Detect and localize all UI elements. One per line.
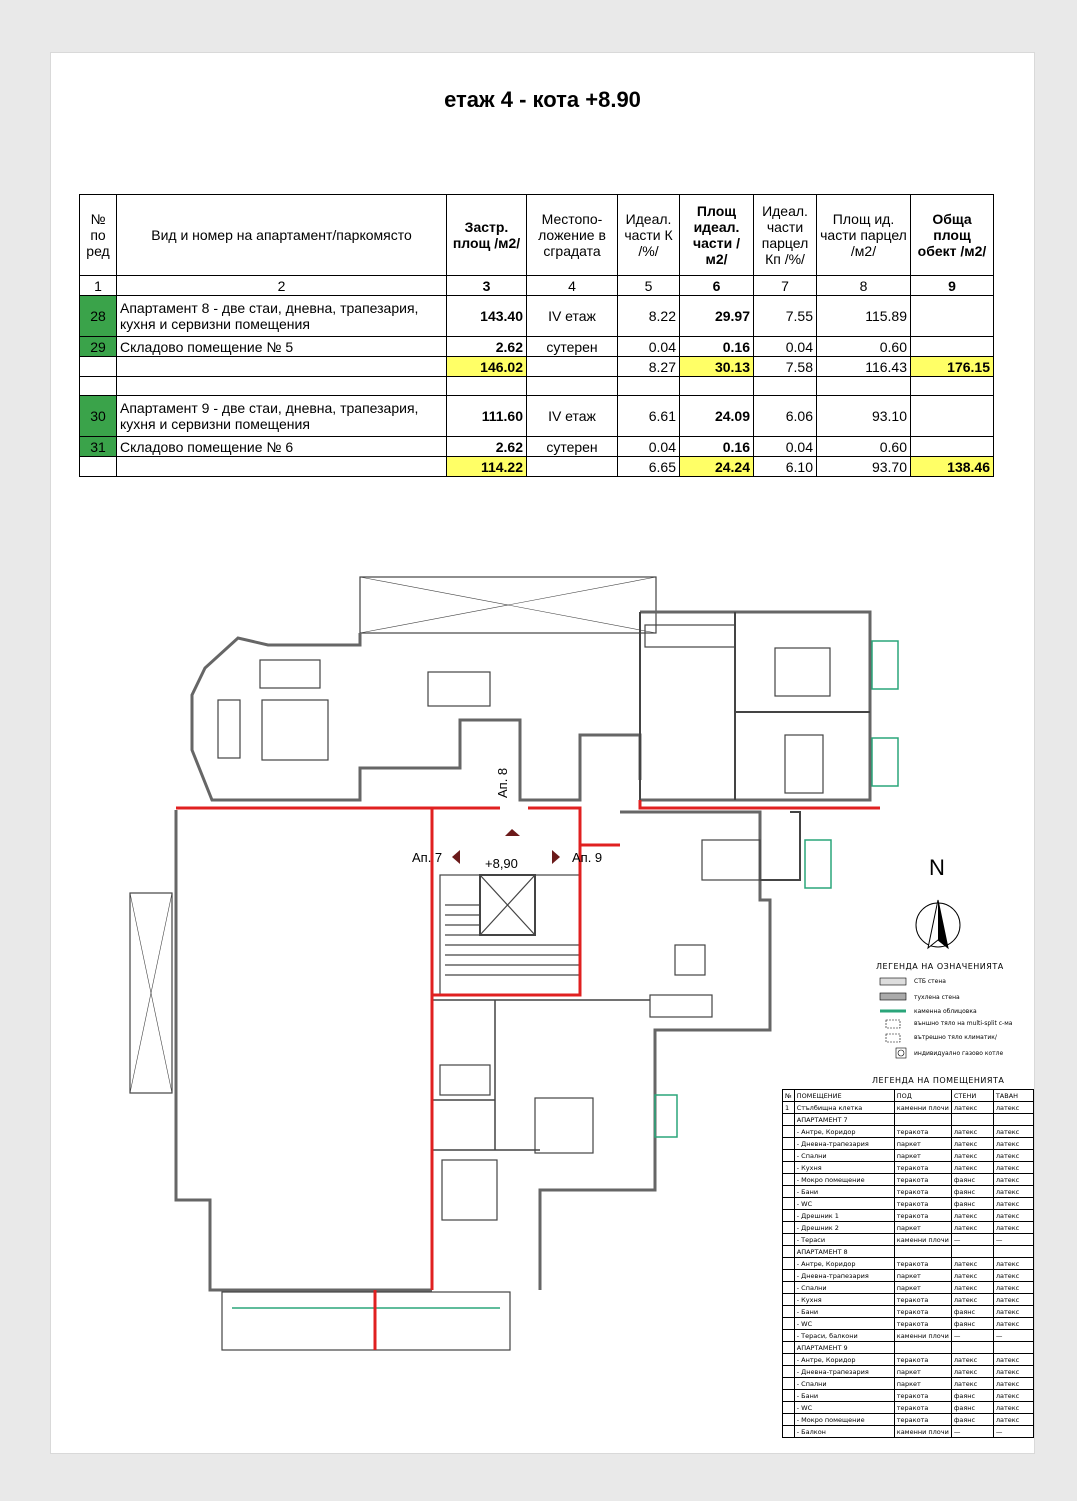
legend-cell (993, 1114, 1033, 1126)
row-area: 2.62 (447, 437, 527, 457)
legend-cell: - Спални (794, 1378, 894, 1390)
legend-cell: латекс (951, 1282, 993, 1294)
legend-cell (783, 1174, 795, 1186)
legend-item: външно тяло на multi-split с-ма (914, 1020, 1013, 1027)
legend-cell: латекс (993, 1138, 1033, 1150)
legend-cell: теракота (894, 1318, 951, 1330)
page-title: етаж 4 - кота +8.90 (444, 87, 641, 112)
legend-row (783, 1330, 1034, 1342)
legend-cell (894, 1246, 951, 1258)
legend-cell: - Бани (794, 1390, 894, 1402)
legend-cell (783, 1114, 795, 1126)
legend-cell: фаянс (951, 1390, 993, 1402)
legend-cell: латекс (993, 1306, 1033, 1318)
row-ideal-area: 24.09 (680, 396, 754, 437)
legend-row (783, 1174, 1034, 1186)
legend-cell: фаянс (951, 1414, 993, 1426)
header-cell: Площ ид. части парцел /м2/ (817, 195, 911, 276)
legend-cell: каменни плочи (894, 1330, 951, 1342)
legend-cell: теракота (894, 1258, 951, 1270)
legend-cell: 1 (783, 1102, 795, 1114)
legend-cell: латекс (993, 1414, 1033, 1426)
col-number: 5 (618, 276, 680, 296)
legend-cell: - Кухня (794, 1162, 894, 1174)
col-number: 6 (680, 276, 754, 296)
row-name: Складово помещение № 6 (117, 437, 447, 457)
header-cell: Площ идеал. части /м2/ (680, 195, 754, 276)
col-number: 4 (527, 276, 618, 296)
legend-cell: - Антре, Коридор (794, 1354, 894, 1366)
legend-cell (783, 1270, 795, 1282)
legend-cell (951, 1342, 993, 1354)
legend-cell (783, 1294, 795, 1306)
row-area: 143.40 (447, 296, 527, 337)
row-ideal-area: 29.97 (680, 296, 754, 337)
row-number: 28 (80, 296, 117, 337)
legend-item: вътрешно тяло климатик/ (914, 1034, 997, 1041)
row-name: Апартамент 8 - две стаи, дневна, трапезария, кухня и сервизни помещения (117, 296, 447, 337)
sum-area: 146.02 (447, 357, 527, 377)
row-location: сутерен (527, 437, 618, 457)
sum-plot-area: 116.43 (817, 357, 911, 377)
legend-cell: латекс (993, 1126, 1033, 1138)
legend-cell: — (951, 1234, 993, 1246)
legend-cell: латекс (993, 1174, 1033, 1186)
legend-cell: - Кухня (794, 1294, 894, 1306)
sum-kp: 6.10 (754, 457, 817, 477)
legend-cell: латекс (993, 1366, 1033, 1378)
legend-row (783, 1234, 1034, 1246)
sum-total: 138.46 (911, 457, 994, 477)
legend-rooms-title: ЛЕГЕНДА НА ПОМЕЩЕНИЯТА (872, 1076, 1005, 1085)
legend-cell (894, 1342, 951, 1354)
legend-cell: — (993, 1426, 1033, 1438)
legend-row (783, 1354, 1034, 1366)
plan-label-ap8: Ап. 8 (495, 767, 510, 798)
legend-cell (783, 1306, 795, 1318)
legend-cell: каменни плочи (894, 1234, 951, 1246)
legend-cell: — (951, 1330, 993, 1342)
legend-cell: латекс (951, 1258, 993, 1270)
legend-cell: латекс (993, 1162, 1033, 1174)
legend-row (783, 1282, 1034, 1294)
legend-cell: латекс (951, 1162, 993, 1174)
legend-cell: латекс (993, 1318, 1033, 1330)
legend-cell (783, 1138, 795, 1150)
legend-cell (783, 1186, 795, 1198)
legend-cell: АПАРТАМЕНТ 7 (794, 1114, 894, 1126)
col-number: 3 (447, 276, 527, 296)
legend-cell: паркет (894, 1282, 951, 1294)
legend-row (783, 1366, 1034, 1378)
legend-cell: фаянс (951, 1318, 993, 1330)
legend-header: ТАВАН (993, 1090, 1033, 1102)
legend-cell (783, 1390, 795, 1402)
legend-cell: латекс (993, 1210, 1033, 1222)
legend-cell: латекс (993, 1378, 1033, 1390)
legend-cell: латекс (951, 1102, 993, 1114)
legend-row (783, 1126, 1034, 1138)
legend-row (783, 1210, 1034, 1222)
row-k: 0.04 (618, 437, 680, 457)
header-cell: Обща площ обект /м2/ (911, 195, 994, 276)
row-name: Складово помещение № 5 (117, 337, 447, 357)
row-kp: 6.06 (754, 396, 817, 437)
legend-row (783, 1198, 1034, 1210)
col-number: 1 (80, 276, 117, 296)
legend-cell: фаянс (951, 1186, 993, 1198)
legend-cell (783, 1366, 795, 1378)
legend-item: каменна облицовка (914, 1008, 977, 1015)
legend-cell: латекс (993, 1294, 1033, 1306)
col-number: 7 (754, 276, 817, 296)
legend-header: СТЕНИ (951, 1090, 993, 1102)
legend-cell (993, 1246, 1033, 1258)
legend-swatches (880, 978, 906, 1058)
legend-cell: латекс (993, 1402, 1033, 1414)
sum-kp: 7.58 (754, 357, 817, 377)
legend-cell: латекс (951, 1150, 993, 1162)
legend-cell: - Дрешник 2 (794, 1222, 894, 1234)
legend-cell: латекс (993, 1222, 1033, 1234)
row-area: 111.60 (447, 396, 527, 437)
legend-cell: теракота (894, 1354, 951, 1366)
legend-cell: - Бани (794, 1186, 894, 1198)
header-cell: № по ред (80, 195, 117, 276)
legend-cell: — (993, 1234, 1033, 1246)
legend-row (783, 1318, 1034, 1330)
plan-level-label: +8,90 (485, 856, 518, 871)
legend-cell (783, 1234, 795, 1246)
legend-row (783, 1150, 1034, 1162)
legend-cell (951, 1114, 993, 1126)
row-plot-area: 0.60 (817, 437, 911, 457)
legend-cell: — (993, 1330, 1033, 1342)
legend-cell: - Дневна-трапезария (794, 1366, 894, 1378)
legend-cell (783, 1402, 795, 1414)
legend-cell: - Тераси, балкони (794, 1330, 894, 1342)
legend-row (783, 1378, 1034, 1390)
legend-row (783, 1258, 1034, 1270)
legend-cell: - Спални (794, 1150, 894, 1162)
legend-row (783, 1294, 1034, 1306)
legend-header: ПОМЕЩЕНИЕ (794, 1090, 894, 1102)
legend-cell: латекс (951, 1222, 993, 1234)
legend-cell: латекс (993, 1150, 1033, 1162)
legend-cell: паркет (894, 1150, 951, 1162)
legend-cell: фаянс (951, 1306, 993, 1318)
legend-header-row (783, 1090, 1034, 1102)
legend-cell: - Антре, Коридор (794, 1258, 894, 1270)
row-k: 8.22 (618, 296, 680, 337)
row-ideal-area: 0.16 (680, 337, 754, 357)
legend-cell (783, 1378, 795, 1390)
legend-item: индивидуално газово котле (914, 1050, 1004, 1057)
legend-cell (783, 1150, 795, 1162)
legend-cell: - WC (794, 1318, 894, 1330)
legend-cell: латекс (951, 1354, 993, 1366)
legend-rooms-table (782, 1089, 1034, 1438)
legend-cell: теракота (894, 1414, 951, 1426)
legend-cell: — (951, 1426, 993, 1438)
legend-cell: - Дрешник 1 (794, 1210, 894, 1222)
row-location: IV етаж (527, 296, 618, 337)
header-cell: Застр. площ /м2/ (447, 195, 527, 276)
sum-total: 176.15 (911, 357, 994, 377)
sum-k: 8.27 (618, 357, 680, 377)
row-name: Апартамент 9 - две стаи, дневна, трапезария, кухня и сервизни помещения (117, 396, 447, 437)
legend-cell: латекс (993, 1258, 1033, 1270)
legend-cell: латекс (951, 1126, 993, 1138)
legend-cell: каменни плочи (894, 1426, 951, 1438)
row-k: 6.61 (618, 396, 680, 437)
legend-cell: латекс (951, 1270, 993, 1282)
legend-cell: АПАРТАМЕНТ 8 (794, 1246, 894, 1258)
legend-row (783, 1114, 1034, 1126)
row-kp: 0.04 (754, 437, 817, 457)
legend-cell: паркет (894, 1270, 951, 1282)
legend-cell (783, 1354, 795, 1366)
legend-cell: - Мокро помещение (794, 1414, 894, 1426)
legend-cell (993, 1342, 1033, 1354)
north-arrow-icon (916, 900, 960, 948)
legend-cell (783, 1246, 795, 1258)
sum-ideal-area: 30.13 (680, 357, 754, 377)
legend-cell (783, 1222, 795, 1234)
legend-cell: Стълбищна клетка (794, 1102, 894, 1114)
legend-cell: - Дневна-трапезария (794, 1270, 894, 1282)
legend-cell: - Спални (794, 1282, 894, 1294)
legend-cell: паркет (894, 1366, 951, 1378)
legend-cell: теракота (894, 1390, 951, 1402)
legend-item: тухлена стена (914, 994, 960, 1001)
sum-plot-area: 93.70 (817, 457, 911, 477)
legend-cell (783, 1126, 795, 1138)
legend-cell: теракота (894, 1186, 951, 1198)
legend-cell (894, 1114, 951, 1126)
legend-cell: - WC (794, 1198, 894, 1210)
legend-cell: АПАРТАМЕНТ 9 (794, 1342, 894, 1354)
sum-area: 114.22 (447, 457, 527, 477)
col-number: 2 (117, 276, 447, 296)
legend-cell: - Балкон (794, 1426, 894, 1438)
legend-row (783, 1246, 1034, 1258)
header-cell: Идеал. части К /%/ (618, 195, 680, 276)
legend-cell: - Бани (794, 1306, 894, 1318)
legend-cell (783, 1282, 795, 1294)
row-number: 31 (80, 437, 117, 457)
legend-cell: латекс (951, 1294, 993, 1306)
sum-ideal-area: 24.24 (680, 457, 754, 477)
legend-row (783, 1270, 1034, 1282)
legend-row (783, 1102, 1034, 1114)
legend-cell: латекс (993, 1198, 1033, 1210)
legend-cell (783, 1162, 795, 1174)
legend-row (783, 1306, 1034, 1318)
row-location: сутерен (527, 337, 618, 357)
legend-cell (783, 1258, 795, 1270)
row-ideal-area: 0.16 (680, 437, 754, 457)
legend-cell: паркет (894, 1378, 951, 1390)
legend-row (783, 1186, 1034, 1198)
legend-row (783, 1390, 1034, 1402)
sum-k: 6.65 (618, 457, 680, 477)
plan-label-ap7: Ап. 7 (412, 850, 443, 865)
row-plot-area: 0.60 (817, 337, 911, 357)
legend-row (783, 1402, 1034, 1414)
legend-cell: латекс (993, 1282, 1033, 1294)
legend-cell (783, 1330, 795, 1342)
legend-marks-title: ЛЕГЕНДА НА ОЗНАЧЕНИЯТА (876, 962, 1004, 971)
legend-cell (783, 1342, 795, 1354)
legend-cell (783, 1414, 795, 1426)
legend-cell (783, 1198, 795, 1210)
legend-row (783, 1342, 1034, 1354)
row-kp: 7.55 (754, 296, 817, 337)
legend-cell: теракота (894, 1402, 951, 1414)
legend-cell: теракота (894, 1294, 951, 1306)
col-number: 8 (817, 276, 911, 296)
legend-cell: фаянс (951, 1402, 993, 1414)
plan-label-ap9: Ап. 9 (572, 850, 603, 865)
legend-cell: теракота (894, 1306, 951, 1318)
legend-cell (951, 1246, 993, 1258)
col-number: 9 (911, 276, 994, 296)
plan-walls (130, 577, 870, 1350)
row-k: 0.04 (618, 337, 680, 357)
legend-cell: фаянс (951, 1198, 993, 1210)
legend-cell: паркет (894, 1138, 951, 1150)
legend-cell: латекс (993, 1354, 1033, 1366)
legend-cell: теракота (894, 1174, 951, 1186)
legend-header: ПОД (894, 1090, 951, 1102)
legend-cell: - Мокро помещение (794, 1174, 894, 1186)
legend-row (783, 1222, 1034, 1234)
legend-row (783, 1162, 1034, 1174)
legend-row (783, 1414, 1034, 1426)
legend-cell (783, 1426, 795, 1438)
legend-cell: - Антре, Коридор (794, 1126, 894, 1138)
legend-cell: латекс (993, 1186, 1033, 1198)
legend-cell: латекс (993, 1270, 1033, 1282)
legend-cell: теракота (894, 1126, 951, 1138)
row-number: 30 (80, 396, 117, 437)
legend-cell: фаянс (951, 1174, 993, 1186)
row-plot-area: 93.10 (817, 396, 911, 437)
row-location: IV етаж (527, 396, 618, 437)
legend-row (783, 1138, 1034, 1150)
legend-cell (783, 1210, 795, 1222)
row-plot-area: 115.89 (817, 296, 911, 337)
legend-cell: латекс (951, 1210, 993, 1222)
legend-cell: паркет (894, 1222, 951, 1234)
legend-cell: каменни плочи (894, 1102, 951, 1114)
legend-header: № (783, 1090, 795, 1102)
header-cell: Идеал. части парцел Кп /%/ (754, 195, 817, 276)
legend-item: СТБ стена (914, 978, 946, 985)
legend-cell: - WC (794, 1402, 894, 1414)
legend-cell: латекс (951, 1366, 993, 1378)
legend-cell: теракота (894, 1198, 951, 1210)
legend-cell: латекс (951, 1138, 993, 1150)
legend-cell: - Тераси (794, 1234, 894, 1246)
header-cell: Вид и номер на апартамент/паркомясто (117, 195, 447, 276)
legend-cell (783, 1318, 795, 1330)
legend-cell: теракота (894, 1210, 951, 1222)
header-cell: Местопо- ложение в сградата (527, 195, 618, 276)
legend-cell: латекс (951, 1378, 993, 1390)
legend-cell: латекс (993, 1390, 1033, 1402)
row-number: 29 (80, 337, 117, 357)
legend-cell: латекс (993, 1102, 1033, 1114)
legend-cell: теракота (894, 1162, 951, 1174)
row-kp: 0.04 (754, 337, 817, 357)
north-label: N (929, 855, 945, 880)
legend-cell: - Дневна-трапезария (794, 1138, 894, 1150)
legend-row (783, 1426, 1034, 1438)
row-area: 2.62 (447, 337, 527, 357)
